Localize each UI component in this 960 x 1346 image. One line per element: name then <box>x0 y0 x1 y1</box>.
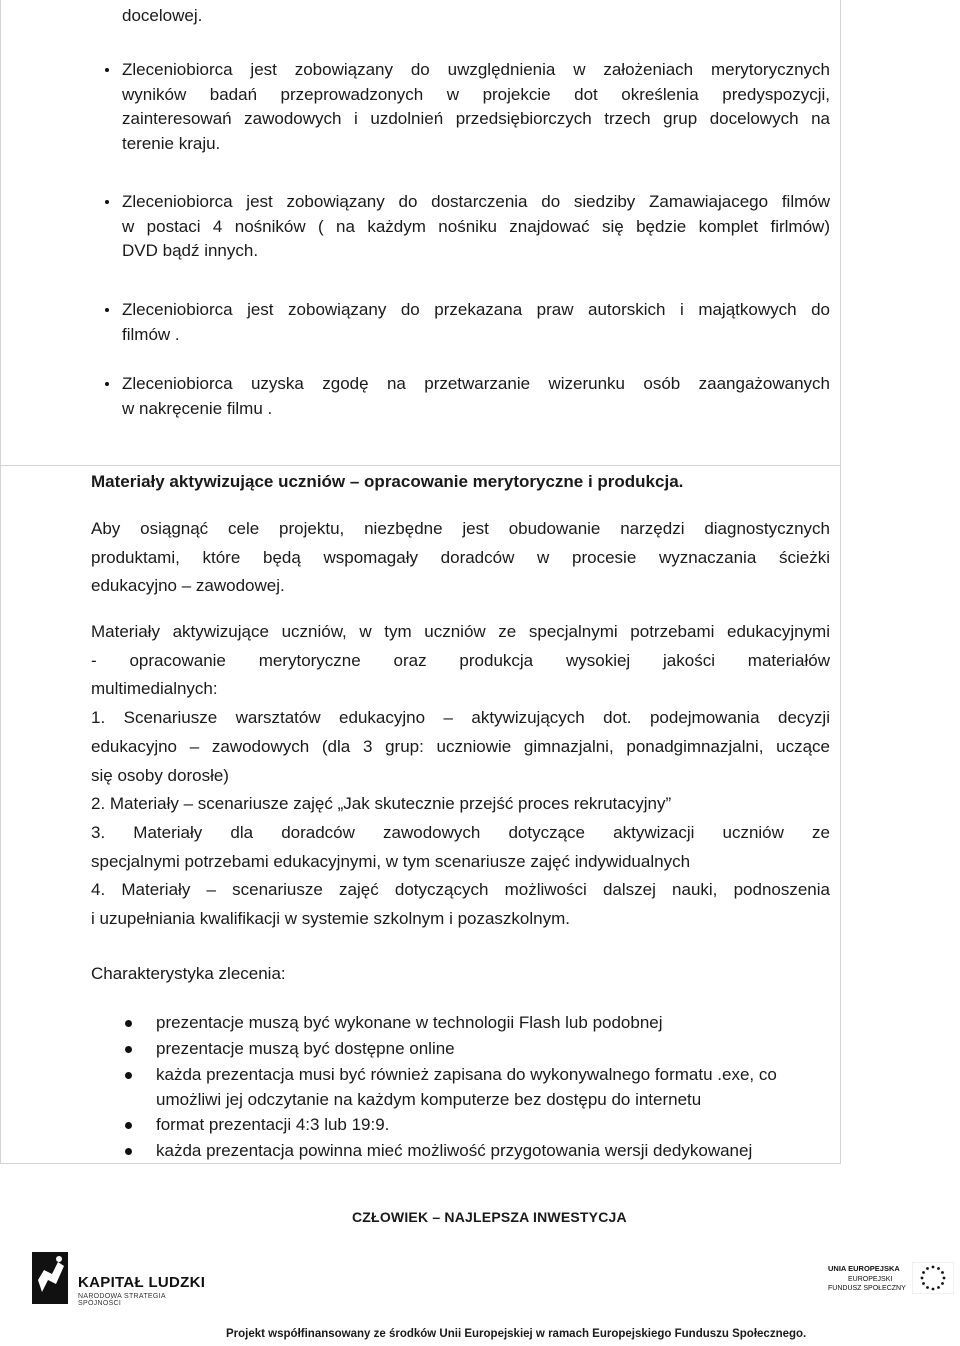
bullet-1-line-1: Zleceniobiorca jest zobowiązany do uwzględnienia w założeniach merytorycznych <box>122 60 830 79</box>
bullet-1-line-3: zainteresowań zawodowych i uzdolnień przedsiębiorczych trzech grup docelowych na <box>122 109 830 128</box>
bullet-4-line-1: Zleceniobiorca uzyska zgodę na przetwarzanie wizerunku osób zaangażowanych <box>122 374 830 393</box>
kapital-ludzki-subtitle: NARODOWA STRATEGIA SPÓJNOŚCI <box>78 1293 166 1307</box>
materials-line-2: - opracowanie merytoryczne oraz produkcja wysokiej jakości materiałów <box>91 650 830 670</box>
eu-line-1: UNIA EUROPEJSKA <box>828 1264 900 1273</box>
bullet-dot-icon <box>105 68 109 72</box>
bullet-4-line-2: w nakręcenie filmu . <box>122 398 273 418</box>
numbered-item-1-line-3: się osoby dorosłe) <box>91 765 229 785</box>
characteristic-item-3-line-1: każda prezentacja musi być również zapisana do wykonywalnego formatu .exe, co <box>156 1065 777 1084</box>
section-heading: Materiały aktywizujące uczniów – opracowanie merytoryczne i produkcja. <box>91 472 684 491</box>
bullet-3-line-2: filmów . <box>122 324 180 344</box>
kapital-ludzki-emblem-icon <box>28 1250 72 1306</box>
characteristic-item-4: format prezentacji 4:3 lub 19:9. <box>156 1115 390 1134</box>
bullet-2-line-1: Zleceniobiorca jest zobowiązany do dostarczenia do siedziby Zamawiajacego filmów <box>122 192 830 211</box>
numbered-item-3-line-1: 3. Materiały dla doradców zawodowych dotyczące aktywizacji uczniów ze <box>91 822 830 842</box>
intro-line-1: Aby osiągnąć cele projektu, niezbędne jest obudowanie narzędzi diagnostycznych <box>91 519 830 538</box>
top-fragment: docelowej. <box>122 6 203 25</box>
numbered-item-3-line-2: specjalnymi potrzebami edukacyjnymi, w tym scenariusze zajęć indywidualnych <box>91 851 691 871</box>
kapital-ludzki-title: KAPITAŁ LUDZKI <box>78 1274 206 1291</box>
bullet-1-line-2: wyników badań przeprowadzonych w projekcie dot określenia predyspozycji, <box>122 84 830 104</box>
numbered-item-1-line-1: 1. Scenariusze warsztatów edukacyjno – aktywizujących dot. podejmowania decyzji <box>91 708 830 728</box>
numbered-item-4-line-1: 4. Materiały – scenariusze zajęć dotyczących możliwości dalszej nauki, podnoszenia <box>91 880 830 900</box>
materials-paragraph <box>91 618 830 934</box>
bullet-dot-icon <box>125 1020 132 1027</box>
characteristic-item-5: każda prezentacja powinna mieć możliwość przygotowania wersji dedykowanej <box>156 1141 753 1160</box>
bullet-dot-icon <box>105 382 109 386</box>
intro-line-2: produktami, które będą wspomagały doradców w procesie wyznaczania ścieżki <box>91 547 830 567</box>
bullet-3-line-1: Zleceniobiorca jest zobowiązany do przekazana praw autorskich i majątkowych do <box>122 300 830 319</box>
numbered-item-4-line-2: i uzupełniania kwalifikacji w systemie szkolnym i pozaszkolnym. <box>91 909 571 929</box>
eu-line-2: EUROPEJSKI <box>848 1276 893 1283</box>
kapital-ludzki-logo <box>28 1250 208 1310</box>
bullet-dot-icon <box>125 1122 132 1129</box>
bullet-dot-icon <box>105 308 109 312</box>
characteristic-item-3-line-2: umożliwi jej odczytanie na każdym komputerze bez dostępu do internetu <box>156 1090 702 1109</box>
footer-slogan: CZŁOWIEK – NAJLEPSZA INWESTYCJA <box>352 1209 627 1225</box>
eu-flag-icon <box>912 1262 954 1294</box>
bullet-dot-icon <box>125 1046 132 1053</box>
numbered-item-1-line-2: edukacyjno – zawodowych (dla 3 grup: uczniowie gimnazjalni, ponadgimnazjalni, uczące <box>91 736 830 756</box>
materials-line-1: Materiały aktywizujące uczniów, w tym uczniów ze specjalnymi potrzebami edukacyjnymi <box>91 622 830 641</box>
bullet-2-line-3: DVD bądź innych. <box>122 241 259 260</box>
upper-content-box <box>0 0 841 466</box>
intro-paragraph <box>91 515 830 601</box>
eu-fund-logo <box>826 1262 956 1312</box>
eu-line-3: FUNDUSZ SPOŁECZNY <box>828 1285 906 1292</box>
bullet-dot-icon <box>125 1148 132 1155</box>
intro-line-3: edukacyjno – zawodowej. <box>91 576 285 596</box>
characteristic-item-1: prezentacje muszą być wykonane w technologii Flash lub podobnej <box>156 1013 663 1032</box>
bullet-2-line-2: w postaci 4 nośników ( na każdym nośniku znajdować się będzie komplet firlmów) <box>122 216 830 236</box>
characteristics-heading: Charakterystyka zlecenia: <box>91 964 286 983</box>
materials-line-3: multimedialnych: <box>91 679 218 699</box>
bullet-1-line-4: terenie kraju. <box>122 133 221 153</box>
characteristic-item-2: prezentacje muszą być dostępne online <box>156 1039 455 1058</box>
bullet-dot-icon <box>125 1072 132 1079</box>
bullet-dot-icon <box>105 200 109 204</box>
cofinance-note: Projekt współfinansowany ze środków Unii Europejskiej w ramach Europejskiego Funduszu Społecznego. <box>226 1328 807 1340</box>
numbered-item-2: 2. Materiały – scenariusze zajęć „Jak skutecznie przejść proces rekrutacyjny” <box>91 794 672 814</box>
